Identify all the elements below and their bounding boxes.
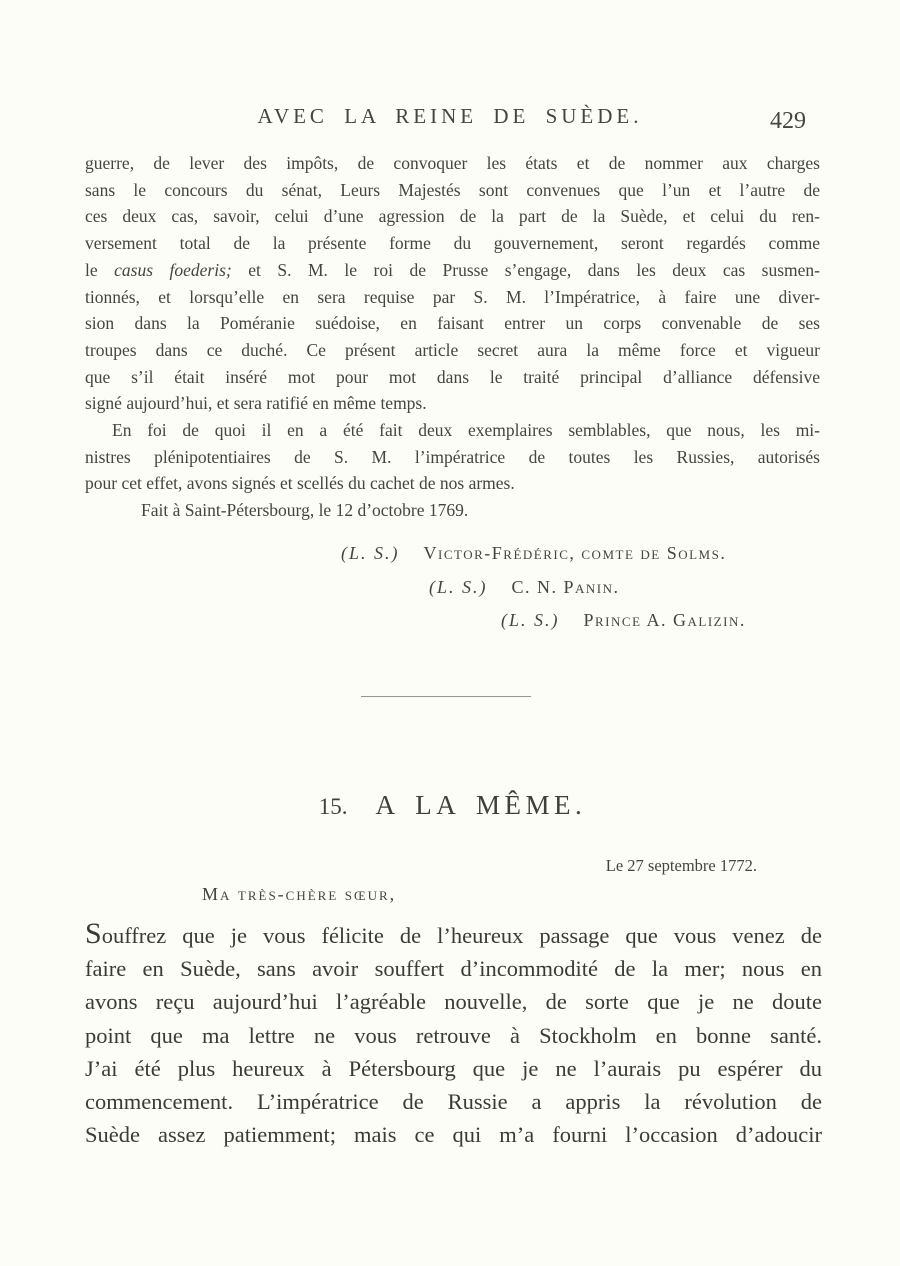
page-number: 429	[770, 108, 806, 134]
text-segment: le	[85, 259, 115, 280]
text-line: versement total de la présente forme du gouvernement, seront regardés comme	[85, 233, 820, 254]
running-head: AVEC LA REINE DE SUÈDE.	[257, 104, 643, 128]
text-line: tionnés, et lorsqu’elle en sera requise par S. M. l’Impératrice, à faire une diver-	[85, 286, 820, 307]
signatory-name: C. N. Panin.	[511, 576, 620, 597]
text-line: Suède assez patiemment; mais ce qui m’a fourni l’occasion d’adoucir	[85, 1122, 822, 1148]
text-line: ces deux cas, savoir, celui d’une agression de la part de la Suède, et celui du ren-	[85, 206, 820, 227]
signature-line	[85, 607, 820, 634]
text-line: guerre, de lever des impôts, de convoquer les états et de nommer aux charges	[85, 153, 820, 173]
text-line: nistres plénipotentiaires de S. M. l’impératrice de toutes les Russies, autorisés	[85, 446, 820, 467]
text-segment: ouffrez que je vous félicite de l’heureux passage que vous venez de	[101, 923, 822, 948]
paragraph-treaty-article	[85, 150, 820, 417]
letter-date: Le 27 septembre 1772.	[605, 856, 757, 875]
initial-capital: S	[85, 917, 102, 950]
section-divider	[361, 696, 531, 697]
treaty-text-block	[85, 150, 820, 524]
text-line: que s’il était inséré mot pour mot dans le traité principal d’alliance défensive	[85, 366, 820, 387]
text-line: J’ai été plus heureux à Pétersbourg que je ne l’aurais pu espérer du	[85, 1055, 822, 1081]
text-line: point que ma lettre ne vous retrouve à Stockholm en bonne santé.	[85, 1022, 822, 1048]
signatory-name: Victor-Frédéric, comte de Solms.	[423, 543, 727, 563]
text-line: En foi de quoi il en a été fait deux exemplaires semblables, que nous, les mi-	[112, 420, 820, 441]
seal-mark: (L. S.)	[341, 543, 400, 563]
text-segment: et S. M. le roi de Prusse s’engage, dans les deux cas susmen-	[231, 259, 820, 280]
text-line	[85, 919, 822, 952]
text-line: pour cet effet, avons signés et scellés du cachet de nos armes.	[85, 473, 515, 494]
signature-block	[85, 540, 820, 641]
text-line: commencement. L’impératrice de Russie a appris la révolution de	[85, 1089, 822, 1115]
seal-mark: (L. S.)	[501, 610, 560, 631]
text-line: faire en Suède, sans avoir souffert d’incommodité de la mer; nous en	[85, 956, 822, 982]
letter-title: A LA MÊME.	[375, 790, 587, 820]
paragraph-attestation	[85, 417, 820, 497]
text-line: avons reçu aujourd’hui l’agréable nouvelle, de sorte que je ne doute	[85, 989, 822, 1015]
text-line: signé aujourd’hui, et sera ratifié en même temps.	[85, 393, 427, 414]
signature-line	[85, 574, 820, 601]
latin-phrase: casus foederis;	[114, 259, 232, 280]
letter-body	[85, 919, 822, 1151]
text-line	[85, 257, 820, 284]
text-line: sion dans la Poméranie suédoise, en faisant entrer un corps convenable de ses	[85, 313, 820, 334]
text-line: sans le concours du sénat, Leurs Majestés sont convenues que l’un et l’autre de	[85, 179, 820, 200]
text-line: troupes dans ce duché. Ce présent article secret aura la même force et vigueur	[85, 339, 820, 360]
signature-line	[85, 540, 820, 567]
signatory-name: Prince A. Galizin.	[583, 610, 746, 631]
seal-mark: (L. S.)	[429, 576, 488, 597]
letter-number: 15.	[318, 794, 348, 819]
dateline: Fait à Saint-Pétersbourg, le 12 d’octobre 1769.	[141, 500, 469, 521]
letter-heading	[85, 790, 820, 821]
salutation: Ma très-chère sœur,	[202, 884, 397, 904]
